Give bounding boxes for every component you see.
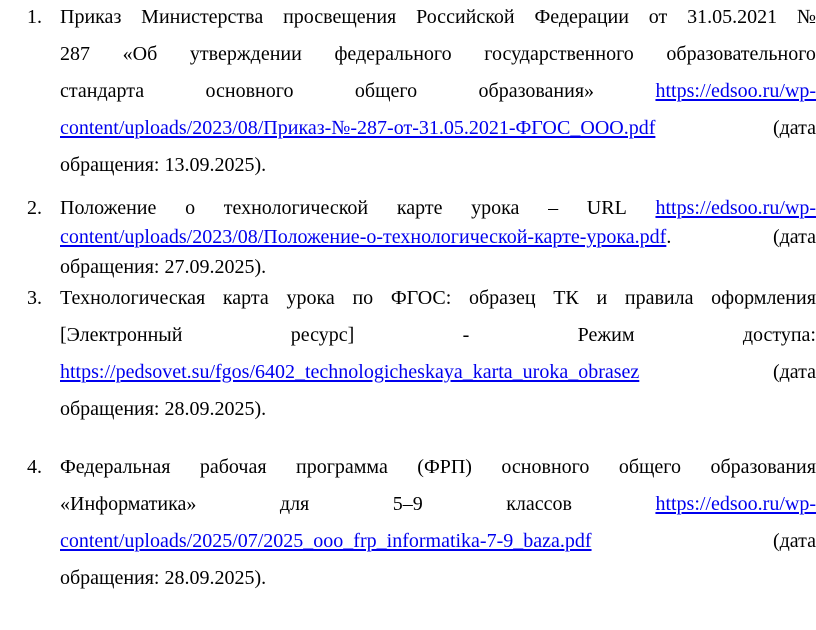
reference-link[interactable]: https://pedsovet.su/fgos/6402_technologicheskaya_karta_uroka_obrasez xyxy=(60,361,640,383)
reference-number: 3. xyxy=(27,287,42,309)
reference-line: 287 «Об утверждении федерального государственного образовательного xyxy=(60,43,816,65)
reference-line: обращения: 13.09.2025). xyxy=(60,154,267,176)
reference-line: обращения: 28.09.2025). xyxy=(60,398,267,420)
reference-line: «Информатика» для 5–9 классов https://edsoo.ru/wp- xyxy=(60,493,816,515)
reference-link[interactable]: content/uploads/2025/07/2025_ooo_frp_informatika-7-9_baza.pdf xyxy=(60,530,592,552)
reference-link[interactable]: https://edsoo.ru/wp- xyxy=(655,493,816,515)
reference-link[interactable]: content/uploads/2023/08/Положение-о-технологической-карте-урока.pdf xyxy=(60,226,667,248)
reference-line: Федеральная рабочая программа (ФРП) основного общего образования xyxy=(60,456,816,478)
reference-line: content/uploads/2023/08/Приказ-№-287-от-31.05.2021-ФГОС_ООО.pdf (дата xyxy=(60,117,816,139)
reference-line: Положение о технологической карте урока – URL https://edsoo.ru/wp- xyxy=(60,197,816,219)
reference-link[interactable]: content/uploads/2023/08/Приказ-№-287-от-31.05.2021-ФГОС_ООО.pdf xyxy=(60,117,656,139)
reference-line: [Электронный ресурс] - Режим доступа: xyxy=(60,324,816,346)
reference-number: 2. xyxy=(27,197,42,219)
reference-line: Технологическая карта урока по ФГОС: образец ТК и правила оформления xyxy=(60,287,816,309)
reference-link[interactable]: https://edsoo.ru/wp- xyxy=(655,80,816,102)
reference-number: 1. xyxy=(27,6,42,28)
reference-link[interactable]: https://edsoo.ru/wp- xyxy=(655,197,816,219)
reference-number: 4. xyxy=(27,456,42,478)
reference-line: content/uploads/2025/07/2025_ooo_frp_informatika-7-9_baza.pdf (дата xyxy=(60,530,816,552)
reference-line: обращения: 28.09.2025). xyxy=(60,567,267,589)
reference-line: https://pedsovet.su/fgos/6402_technologicheskaya_karta_uroka_obrasez (дата xyxy=(60,361,816,383)
reference-line: стандарта основного общего образования» https://edsoo.ru/wp- xyxy=(60,80,816,102)
reference-line: Приказ Министерства просвещения Российской Федерации от 31.05.2021 № xyxy=(60,6,816,28)
reference-line: обращения: 27.09.2025). xyxy=(60,256,267,278)
reference-line: content/uploads/2023/08/Положение-о-технологической-карте-урока.pdf. (дата xyxy=(60,226,816,248)
